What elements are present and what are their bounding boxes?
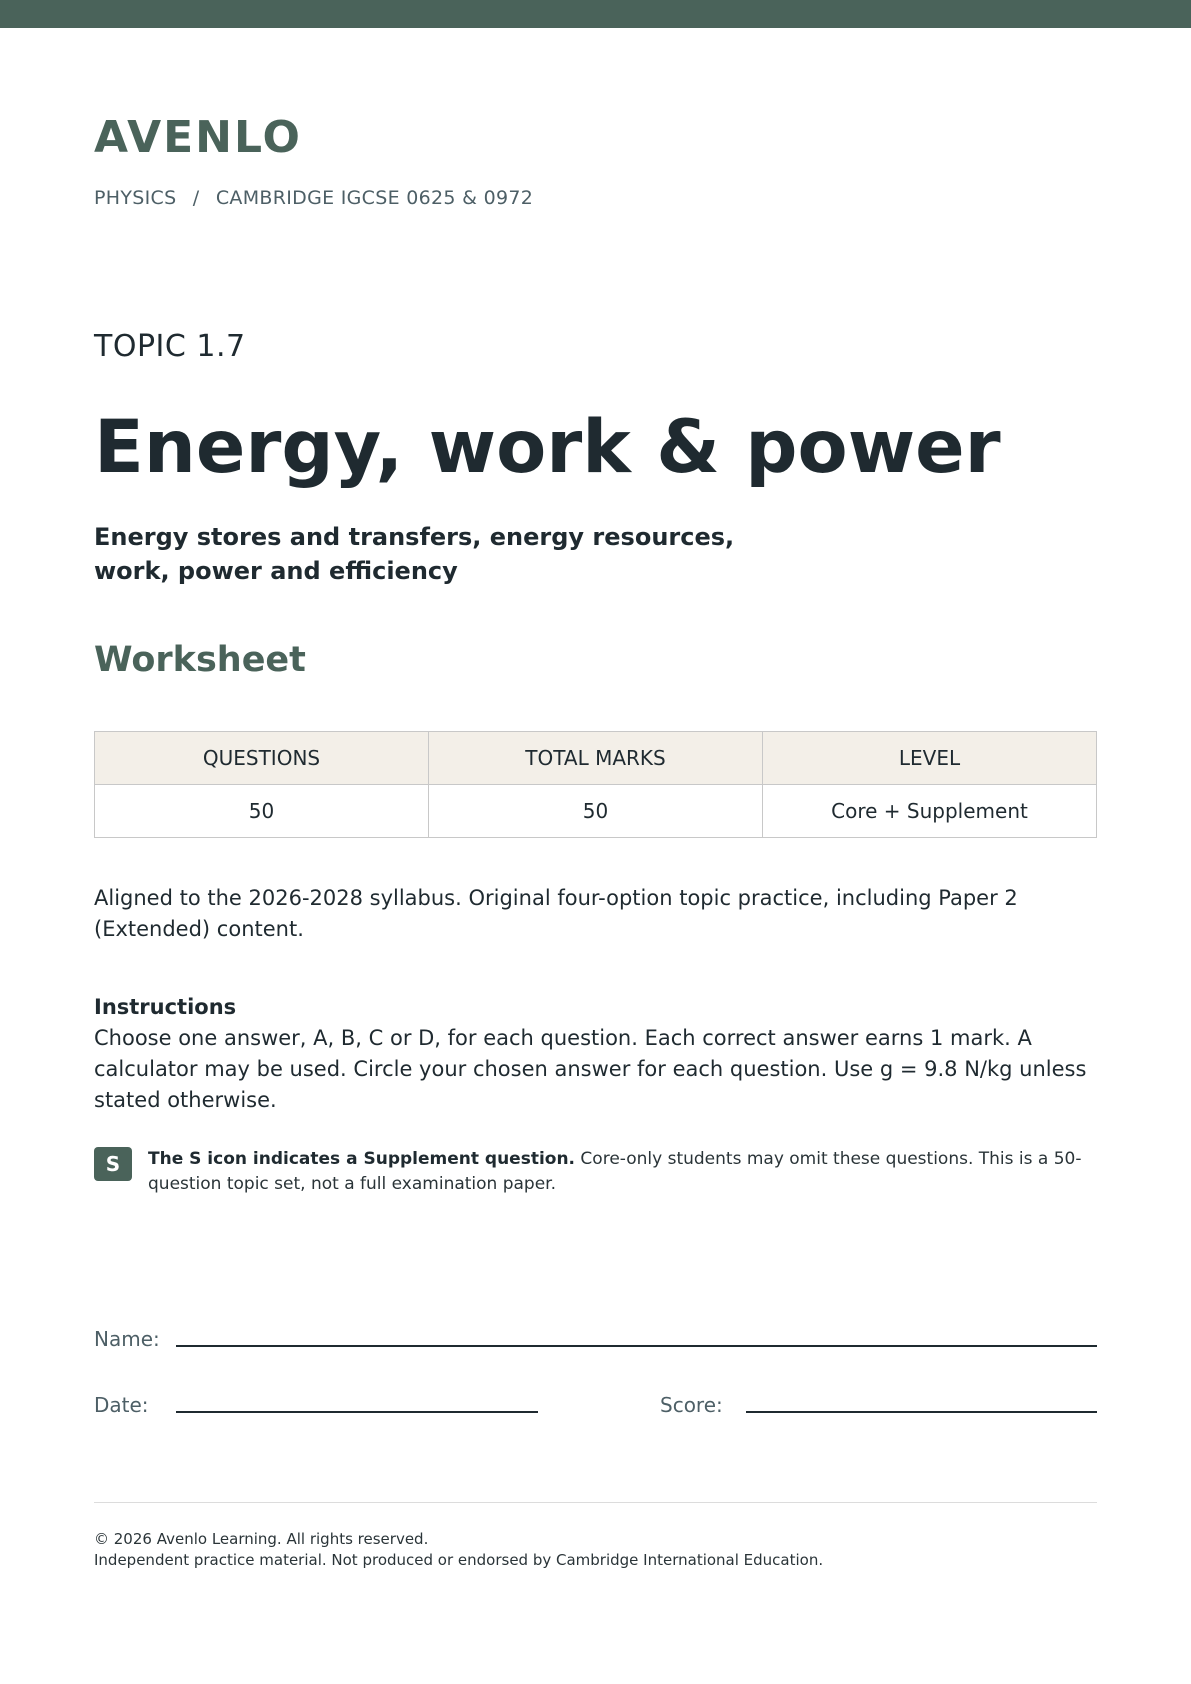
value-total-marks: 50 [429, 785, 763, 838]
score-field[interactable] [746, 1411, 1097, 1413]
top-accent-bar [0, 0, 1191, 28]
page-subtitle [94, 520, 794, 588]
topic-label: TOPIC 1.7 [94, 329, 246, 364]
supplement-icon: S [94, 1147, 132, 1181]
summary-table [94, 731, 1097, 838]
summary-value-row [95, 785, 1097, 838]
instructions-heading: Instructions [94, 995, 237, 1019]
value-questions: 50 [95, 785, 429, 838]
subtitle-line-1: Energy stores and transfers, energy resources, [94, 523, 735, 551]
date-field[interactable] [176, 1411, 538, 1413]
score-label: Score: [660, 1393, 723, 1417]
footer-divider [94, 1502, 1097, 1503]
breadcrumb-subject: PHYSICS [94, 187, 177, 209]
supplement-note-text: Core-only students may omit these questions. This is a 50-question topic set, not a full examination paper. [148, 1149, 1082, 1194]
breadcrumb [94, 187, 533, 209]
footer-copyright: © 2026 Avenlo Learning. All rights reserved. [94, 1530, 429, 1548]
breadcrumb-separator: / [192, 187, 200, 209]
brand-logo: AVENLO [94, 112, 302, 163]
header-level: LEVEL [763, 732, 1097, 785]
supplement-note-bold: The S icon indicates a Supplement question. [148, 1149, 576, 1169]
footer-disclaimer: Independent practice material. Not produced or endorsed by Cambridge International Education. [94, 1551, 824, 1569]
header-total-marks: TOTAL MARKS [429, 732, 763, 785]
value-level: Core + Supplement [763, 785, 1097, 838]
summary-header-row [95, 732, 1097, 785]
instructions-body: Choose one answer, A, B, C or D, for each question. Each correct answer earns 1 mark. A calculator may be used. Circle your chosen answer for each question. Use g = 9.8 N/kg unless stated otherwise. [94, 1026, 1087, 1112]
footer [94, 1529, 1097, 1571]
page-title: Energy, work & power [94, 405, 1001, 490]
name-label: Name: [94, 1327, 160, 1351]
date-label: Date: [94, 1393, 149, 1417]
header-questions: QUESTIONS [95, 732, 429, 785]
name-field[interactable] [176, 1345, 1097, 1347]
subtitle-line-2: work, power and efficiency [94, 557, 458, 585]
breadcrumb-syllabus: CAMBRIDGE IGCSE 0625 & 0972 [215, 187, 534, 209]
syllabus-alignment-text: Aligned to the 2026-2028 syllabus. Original four-option topic practice, including Paper 2 (Extended) content. [94, 886, 1018, 941]
worksheet-label: Worksheet [94, 640, 306, 680]
supplement-note [148, 1147, 1097, 1197]
